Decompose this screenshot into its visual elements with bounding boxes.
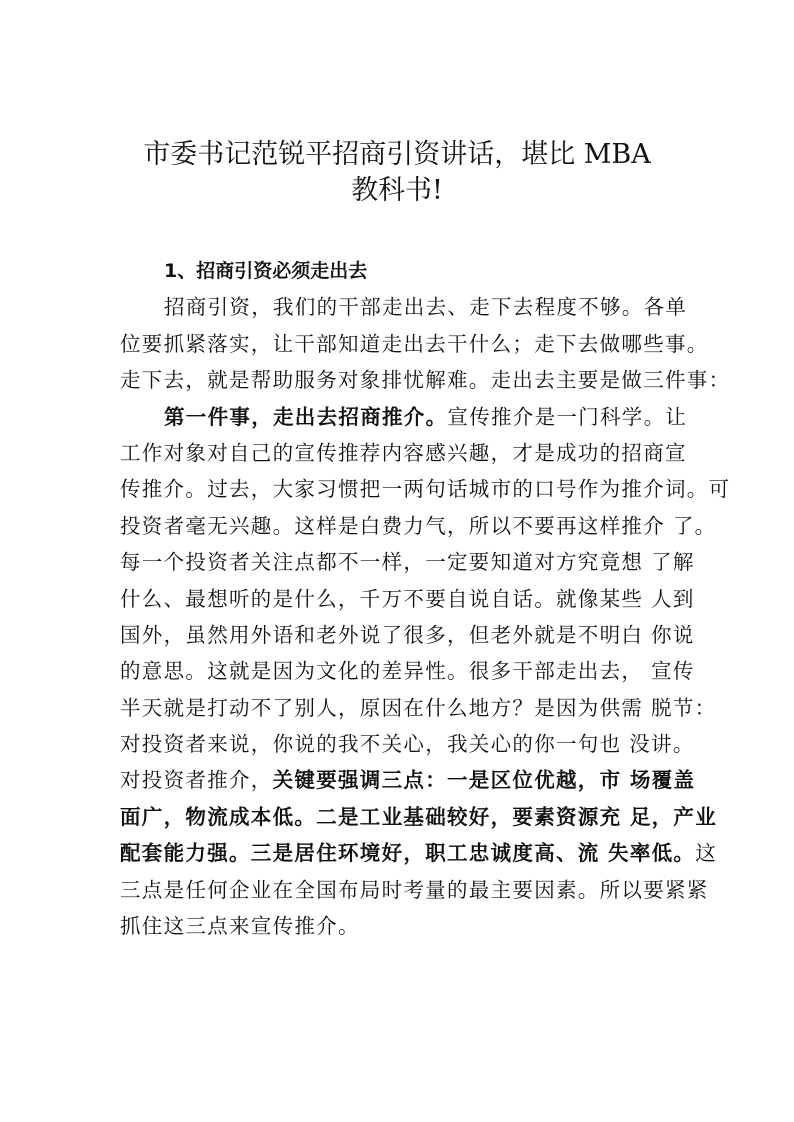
- paragraph-line: [120, 508, 720, 544]
- text: 什么、最想听的是什么，千万不要自说自话。就像某些 人到: [120, 586, 695, 611]
- paragraph-line: [120, 908, 720, 944]
- paragraph-line: [120, 799, 720, 835]
- document-title-line-2: 教科书!: [351, 175, 443, 206]
- document-body: [120, 253, 731, 944]
- text: 对投资者推介，: [120, 768, 273, 793]
- text: 传推介。过去，大家习惯把一两句话城市的口号作为推介词。可: [120, 477, 731, 502]
- paragraph-line: [120, 471, 731, 507]
- paragraph-line: [120, 289, 720, 325]
- text: 这: [695, 841, 718, 866]
- paragraph-line: [120, 544, 720, 580]
- paragraph-line: [120, 726, 720, 762]
- paragraph-line: [120, 653, 720, 689]
- text: 抓住这三点来宣传推介。: [120, 914, 360, 939]
- bold-text: 1、招商引资必须走出去: [164, 260, 368, 282]
- text: 半天就是打动不了别人，原因在什么地方？是因为供需 脱节：: [120, 695, 717, 720]
- text: 对投资者来说，你说的我不关心，我关心的你一句也 没讲。: [120, 732, 695, 757]
- bold-text: 关键要强调三点：一是区位优越，市 场覆盖: [272, 768, 696, 793]
- text: 国外，虽然用外语和老外说了很多，但老外就是不明白 你说: [120, 622, 695, 647]
- paragraph-line: [120, 762, 720, 798]
- section-heading: [120, 253, 720, 289]
- text: 的意思。这就是因为文化的差异性。很多干部走出去， 宣传: [120, 659, 695, 684]
- paragraph-line: [120, 326, 720, 362]
- text: 招商引资，我们的干部走出去、走下去程度不够。各单: [164, 295, 688, 320]
- text: 宣传推介是一门科学。让: [447, 404, 688, 429]
- paragraph-line: [120, 581, 720, 617]
- bold-text: 面广，物流成本低。二是工业基础较好，要素资源充 足，产业: [120, 804, 718, 829]
- text: 走下去，就是帮助服务对象排忧解难。走出去主要是做三件事：: [120, 368, 731, 393]
- paragraph-line: [120, 872, 720, 908]
- text: 每一个投资者关注点都不一样，一定要知道对方究竟想 了解: [120, 550, 695, 575]
- paragraph-line: [120, 690, 720, 726]
- paragraph-line: [120, 617, 720, 653]
- text: 三点是任何企业在全国布局时考量的最主要因素。所以要紧紧: [120, 877, 709, 902]
- document-title-line-1: 市委书记范锐平招商引资讲话，堪比 MBA: [143, 139, 651, 170]
- paragraph-line: [120, 362, 731, 398]
- paragraph-line: [120, 399, 720, 435]
- paragraph-line: [120, 835, 720, 871]
- text: 位要抓紧落实，让干部知道走出去干什么；走下去做哪些事。: [120, 331, 709, 356]
- text: 投资者毫无兴趣。这样是白费力气，所以不要再这样推介 了。: [120, 513, 717, 538]
- text: 工作对象对自己的宣传推荐内容感兴趣，才是成功的招商宣: [120, 440, 687, 465]
- bold-text: 配套能力强。三是居住环境好，职工忠诚度高、流 失率低。: [120, 841, 696, 866]
- paragraph-line: [120, 435, 720, 471]
- bold-text: 第一件事，走出去招商推介。: [164, 404, 448, 429]
